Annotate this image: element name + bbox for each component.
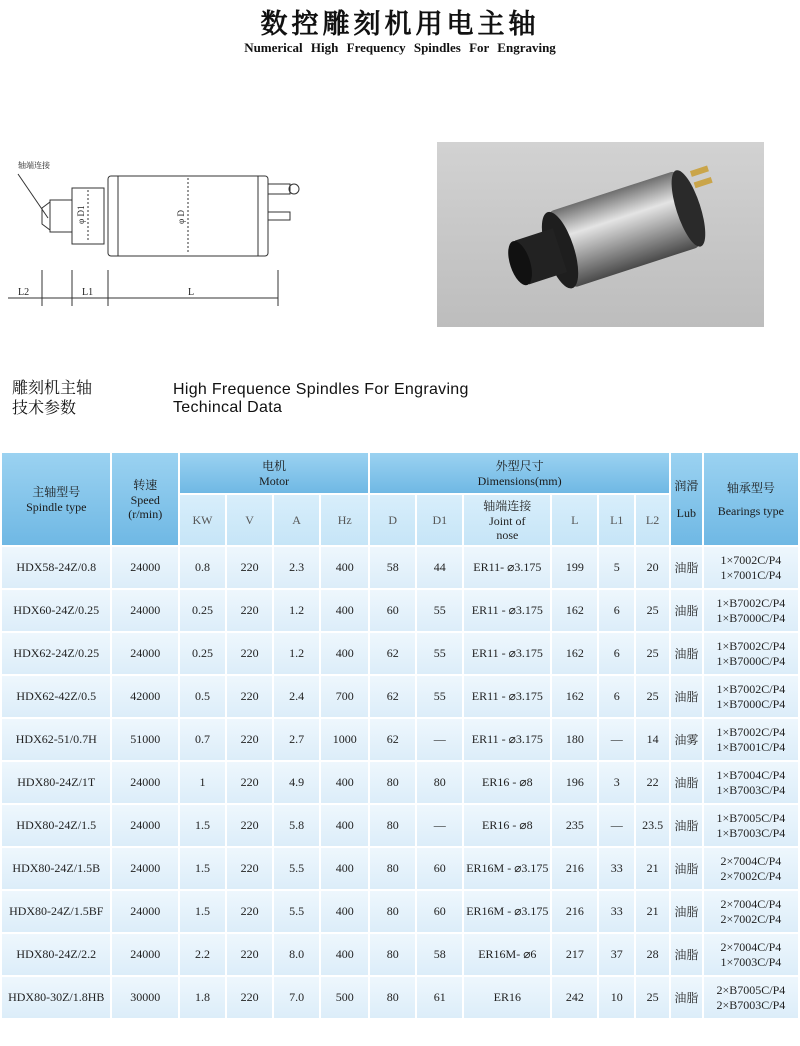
cell-a: 7.0 xyxy=(273,976,320,1019)
cell-kw: 1.5 xyxy=(179,804,226,847)
cell-d: 62 xyxy=(369,675,416,718)
cell-l: 196 xyxy=(551,761,598,804)
table-row xyxy=(1,976,799,1019)
cell-l1: — xyxy=(598,804,635,847)
cell-joint: ER11 - ⌀3.175 xyxy=(463,675,551,718)
cell-speed: 24000 xyxy=(111,546,179,589)
cell-a: 5.5 xyxy=(273,847,320,890)
table-row xyxy=(1,546,799,589)
cell-l1: 6 xyxy=(598,589,635,632)
header-lub: 润滑 Lub xyxy=(670,452,703,546)
bearing-line-1: 2×7004C/P4 xyxy=(720,939,782,954)
cell-kw: 0.8 xyxy=(179,546,226,589)
spindle-dimension-drawing xyxy=(0,150,320,320)
cell-d: 80 xyxy=(369,761,416,804)
cell-model: HDX80-30Z/1.8HB xyxy=(1,976,111,1019)
cell-kw: 2.2 xyxy=(179,933,226,976)
cell-lub: 油雾 xyxy=(670,718,703,761)
cell-lub: 油脂 xyxy=(670,761,703,804)
header-hz: Hz xyxy=(320,494,369,546)
cell-model: HDX62-42Z/0.5 xyxy=(1,675,111,718)
cell-a: 1.2 xyxy=(273,589,320,632)
cell-bearings xyxy=(703,718,799,761)
cell-l: 162 xyxy=(551,632,598,675)
bearing-line-2: 1×B7003C/P4 xyxy=(716,782,786,797)
cell-bearings xyxy=(703,890,799,933)
cell-hz: 400 xyxy=(320,589,369,632)
cell-bearings xyxy=(703,546,799,589)
label-d1: φ D1 xyxy=(76,205,86,224)
cell-d1: 55 xyxy=(416,675,463,718)
cell-v: 220 xyxy=(226,761,273,804)
cell-joint: ER11- ⌀3.175 xyxy=(463,546,551,589)
cell-hz: 700 xyxy=(320,675,369,718)
cell-l2: 25 xyxy=(635,976,670,1019)
section-cn-line1: 雕刻机主轴 xyxy=(12,378,93,397)
bearing-line-2: 1×7001C/P4 xyxy=(720,567,782,582)
header-d1: D1 xyxy=(416,494,463,546)
connector-top-shape xyxy=(268,184,290,194)
cell-d1: 55 xyxy=(416,632,463,675)
cell-d1: — xyxy=(416,718,463,761)
cell-speed: 24000 xyxy=(111,632,179,675)
cell-model: HDX80-24Z/1T xyxy=(1,761,111,804)
cell-kw: 1.5 xyxy=(179,890,226,933)
cell-hz: 500 xyxy=(320,976,369,1019)
cell-a: 2.3 xyxy=(273,546,320,589)
cell-l: 216 xyxy=(551,890,598,933)
cell-l2: 25 xyxy=(635,589,670,632)
cell-speed: 24000 xyxy=(111,804,179,847)
section-en-line1: High Frequence Spindles For Engraving xyxy=(173,381,469,398)
table-row xyxy=(1,890,799,933)
cell-d1: 58 xyxy=(416,933,463,976)
bearing-line-2: 2×7002C/P4 xyxy=(720,868,782,883)
cell-l: 162 xyxy=(551,589,598,632)
header-bearings: 轴承型号 Bearings type xyxy=(703,452,799,546)
cell-l: 199 xyxy=(551,546,598,589)
cell-hz: 1000 xyxy=(320,718,369,761)
cell-speed: 24000 xyxy=(111,933,179,976)
cell-l1: 33 xyxy=(598,847,635,890)
cell-d: 80 xyxy=(369,890,416,933)
bearing-line-2: 1×B7000C/P4 xyxy=(716,610,786,625)
header-v: V xyxy=(226,494,273,546)
cell-l2: 25 xyxy=(635,632,670,675)
cell-v: 220 xyxy=(226,546,273,589)
cell-model: HDX80-24Z/1.5BF xyxy=(1,890,111,933)
label-l: L xyxy=(188,287,195,298)
cell-bearings xyxy=(703,804,799,847)
bearing-line-1: 1×B7002C/P4 xyxy=(716,681,786,696)
cell-v: 220 xyxy=(226,718,273,761)
cell-speed: 51000 xyxy=(111,718,179,761)
cell-speed: 30000 xyxy=(111,976,179,1019)
cell-l1: 5 xyxy=(598,546,635,589)
table-row xyxy=(1,804,799,847)
cell-v: 220 xyxy=(226,933,273,976)
cell-l1: 37 xyxy=(598,933,635,976)
bearing-line-1: 1×B7002C/P4 xyxy=(716,595,786,610)
cell-l2: 28 xyxy=(635,933,670,976)
cell-d1: 60 xyxy=(416,847,463,890)
cell-model: HDX80-24Z/2.2 xyxy=(1,933,111,976)
cell-lub: 油脂 xyxy=(670,675,703,718)
cell-l: 162 xyxy=(551,675,598,718)
bearing-line-2: 1×7003C/P4 xyxy=(720,954,782,969)
section-heading-en xyxy=(173,381,469,417)
cell-joint: ER16 xyxy=(463,976,551,1019)
cell-lub: 油脂 xyxy=(670,804,703,847)
bearing-line-2: 1×B7000C/P4 xyxy=(716,653,786,668)
cell-d: 80 xyxy=(369,933,416,976)
bearing-line-1: 1×B7002C/P4 xyxy=(716,638,786,653)
cell-l1: — xyxy=(598,718,635,761)
cell-lub: 油脂 xyxy=(670,976,703,1019)
cell-lub: 油脂 xyxy=(670,933,703,976)
cell-l: 217 xyxy=(551,933,598,976)
spec-table xyxy=(0,451,800,1020)
cell-v: 220 xyxy=(226,632,273,675)
cell-d1: 80 xyxy=(416,761,463,804)
cell-bearings xyxy=(703,976,799,1019)
connector-rear-shape xyxy=(268,212,290,220)
cell-lub: 油脂 xyxy=(670,546,703,589)
cell-joint: ER16 - ⌀8 xyxy=(463,761,551,804)
cell-l2: 23.5 xyxy=(635,804,670,847)
section-heading-cn xyxy=(12,378,92,418)
cell-lub: 油脂 xyxy=(670,890,703,933)
spindle-photo xyxy=(437,142,764,327)
cell-model: HDX80-24Z/1.5B xyxy=(1,847,111,890)
cell-model: HDX62-24Z/0.25 xyxy=(1,632,111,675)
header-kw: KW xyxy=(179,494,226,546)
cell-l1: 6 xyxy=(598,675,635,718)
cell-bearings xyxy=(703,933,799,976)
cell-d: 80 xyxy=(369,847,416,890)
bearing-line-1: 1×B7005C/P4 xyxy=(716,810,786,825)
cell-l2: 21 xyxy=(635,890,670,933)
cell-v: 220 xyxy=(226,589,273,632)
cell-a: 5.5 xyxy=(273,890,320,933)
cell-a: 4.9 xyxy=(273,761,320,804)
cell-kw: 1 xyxy=(179,761,226,804)
bearing-line-1: 2×7004C/P4 xyxy=(720,896,782,911)
cell-l: 242 xyxy=(551,976,598,1019)
spec-table-body xyxy=(1,546,799,1019)
cell-d1: 55 xyxy=(416,589,463,632)
cell-kw: 0.7 xyxy=(179,718,226,761)
bearing-line-2: 1×B7003C/P4 xyxy=(716,825,786,840)
header-l2: L2 xyxy=(635,494,670,546)
bearing-line-1: 1×B7004C/P4 xyxy=(716,767,786,782)
cell-kw: 0.25 xyxy=(179,632,226,675)
cell-kw: 1.8 xyxy=(179,976,226,1019)
cell-v: 220 xyxy=(226,890,273,933)
cell-d: 62 xyxy=(369,718,416,761)
cell-kw: 0.25 xyxy=(179,589,226,632)
cell-v: 220 xyxy=(226,804,273,847)
header-motor: 电机 Motor xyxy=(179,452,369,494)
cell-l2: 22 xyxy=(635,761,670,804)
cell-lub: 油脂 xyxy=(670,589,703,632)
cell-d: 80 xyxy=(369,976,416,1019)
table-row xyxy=(1,675,799,718)
table-row xyxy=(1,847,799,890)
cell-model: HDX58-24Z/0.8 xyxy=(1,546,111,589)
cell-l1: 33 xyxy=(598,890,635,933)
cell-l1: 6 xyxy=(598,632,635,675)
cell-hz: 400 xyxy=(320,933,369,976)
table-row xyxy=(1,933,799,976)
cell-d1: 44 xyxy=(416,546,463,589)
cell-d: 60 xyxy=(369,589,416,632)
cell-speed: 24000 xyxy=(111,890,179,933)
cell-bearings xyxy=(703,675,799,718)
cell-l2: 25 xyxy=(635,675,670,718)
bearing-line-1: 2×B7005C/P4 xyxy=(716,982,786,997)
cell-joint: ER11 - ⌀3.175 xyxy=(463,589,551,632)
header-dimensions: 外型尺寸 Dimensions(mm) xyxy=(369,452,670,494)
cell-a: 2.7 xyxy=(273,718,320,761)
header-d: D xyxy=(369,494,416,546)
cell-l2: 21 xyxy=(635,847,670,890)
cell-a: 8.0 xyxy=(273,933,320,976)
bearing-line-1: 1×7002C/P4 xyxy=(720,552,782,567)
table-row xyxy=(1,761,799,804)
cell-bearings xyxy=(703,761,799,804)
cell-model: HDX80-24Z/1.5 xyxy=(1,804,111,847)
cell-l1: 10 xyxy=(598,976,635,1019)
cell-l2: 20 xyxy=(635,546,670,589)
cell-l: 216 xyxy=(551,847,598,890)
cell-hz: 400 xyxy=(320,890,369,933)
cell-hz: 400 xyxy=(320,632,369,675)
cell-joint: ER16M - ⌀3.175 xyxy=(463,890,551,933)
cell-kw: 1.5 xyxy=(179,847,226,890)
cell-bearings xyxy=(703,847,799,890)
cell-kw: 0.5 xyxy=(179,675,226,718)
cell-joint: ER16 - ⌀8 xyxy=(463,804,551,847)
bearing-line-2: 1×B7000C/P4 xyxy=(716,696,786,711)
cell-speed: 42000 xyxy=(111,675,179,718)
header-l: L xyxy=(551,494,598,546)
cell-l: 180 xyxy=(551,718,598,761)
cell-l2: 14 xyxy=(635,718,670,761)
callout-leader xyxy=(18,174,48,218)
header-spindle-type: 主轴型号 Spindle type xyxy=(1,452,111,546)
bearing-line-2: 1×B7001C/P4 xyxy=(716,739,786,754)
label-d: φ D xyxy=(176,210,186,224)
cell-bearings xyxy=(703,589,799,632)
cell-d: 62 xyxy=(369,632,416,675)
header-speed: 转速 Speed (r/min) xyxy=(111,452,179,546)
nose-shape xyxy=(50,200,72,232)
table-row xyxy=(1,589,799,632)
page-subtitle: Numerical High Frequency Spindles For Engraving xyxy=(244,40,556,55)
bearing-line-1: 1×B7002C/P4 xyxy=(716,724,786,739)
cell-a: 2.4 xyxy=(273,675,320,718)
cell-v: 220 xyxy=(226,675,273,718)
cell-d1: 61 xyxy=(416,976,463,1019)
bearing-line-2: 2×B7003C/P4 xyxy=(716,997,786,1012)
cell-a: 5.8 xyxy=(273,804,320,847)
cell-lub: 油脂 xyxy=(670,632,703,675)
cell-a: 1.2 xyxy=(273,632,320,675)
cell-d1: 60 xyxy=(416,890,463,933)
nose-tip-shape xyxy=(42,202,50,230)
header-joint: 轴端连接 Joint of nose xyxy=(463,494,551,546)
cell-l1: 3 xyxy=(598,761,635,804)
cell-speed: 24000 xyxy=(111,761,179,804)
section-en-line2: Techincal Data xyxy=(173,399,283,416)
bearing-line-1: 2×7004C/P4 xyxy=(720,853,782,868)
cell-d: 58 xyxy=(369,546,416,589)
spindle-photo-graphic xyxy=(437,142,764,327)
table-row xyxy=(1,632,799,675)
header-a: A xyxy=(273,494,320,546)
page-title: 数控雕刻机用电主轴 xyxy=(260,9,540,40)
cell-v: 220 xyxy=(226,847,273,890)
cell-d1: — xyxy=(416,804,463,847)
cell-speed: 24000 xyxy=(111,589,179,632)
cell-joint: ER16M- ⌀6 xyxy=(463,933,551,976)
label-l2: L2 xyxy=(18,287,30,298)
cell-bearings xyxy=(703,632,799,675)
cell-model: HDX62-51/0.7H xyxy=(1,718,111,761)
cell-d: 80 xyxy=(369,804,416,847)
header-l1: L1 xyxy=(598,494,635,546)
table-row xyxy=(1,718,799,761)
bearing-line-2: 2×7002C/P4 xyxy=(720,911,782,926)
cell-speed: 24000 xyxy=(111,847,179,890)
cell-joint: ER11 - ⌀3.175 xyxy=(463,632,551,675)
section-cn-line2: 技术参数 xyxy=(12,398,77,417)
cell-hz: 400 xyxy=(320,761,369,804)
cell-joint: ER16M - ⌀3.175 xyxy=(463,847,551,890)
cell-hz: 400 xyxy=(320,546,369,589)
cell-hz: 400 xyxy=(320,847,369,890)
cell-model: HDX60-24Z/0.25 xyxy=(1,589,111,632)
cell-v: 220 xyxy=(226,976,273,1019)
cell-lub: 油脂 xyxy=(670,847,703,890)
cell-joint: ER11 - ⌀3.175 xyxy=(463,718,551,761)
callout-label: 轴端连接 xyxy=(18,161,50,170)
cell-hz: 400 xyxy=(320,804,369,847)
label-l1: L1 xyxy=(82,287,94,298)
cell-l: 235 xyxy=(551,804,598,847)
